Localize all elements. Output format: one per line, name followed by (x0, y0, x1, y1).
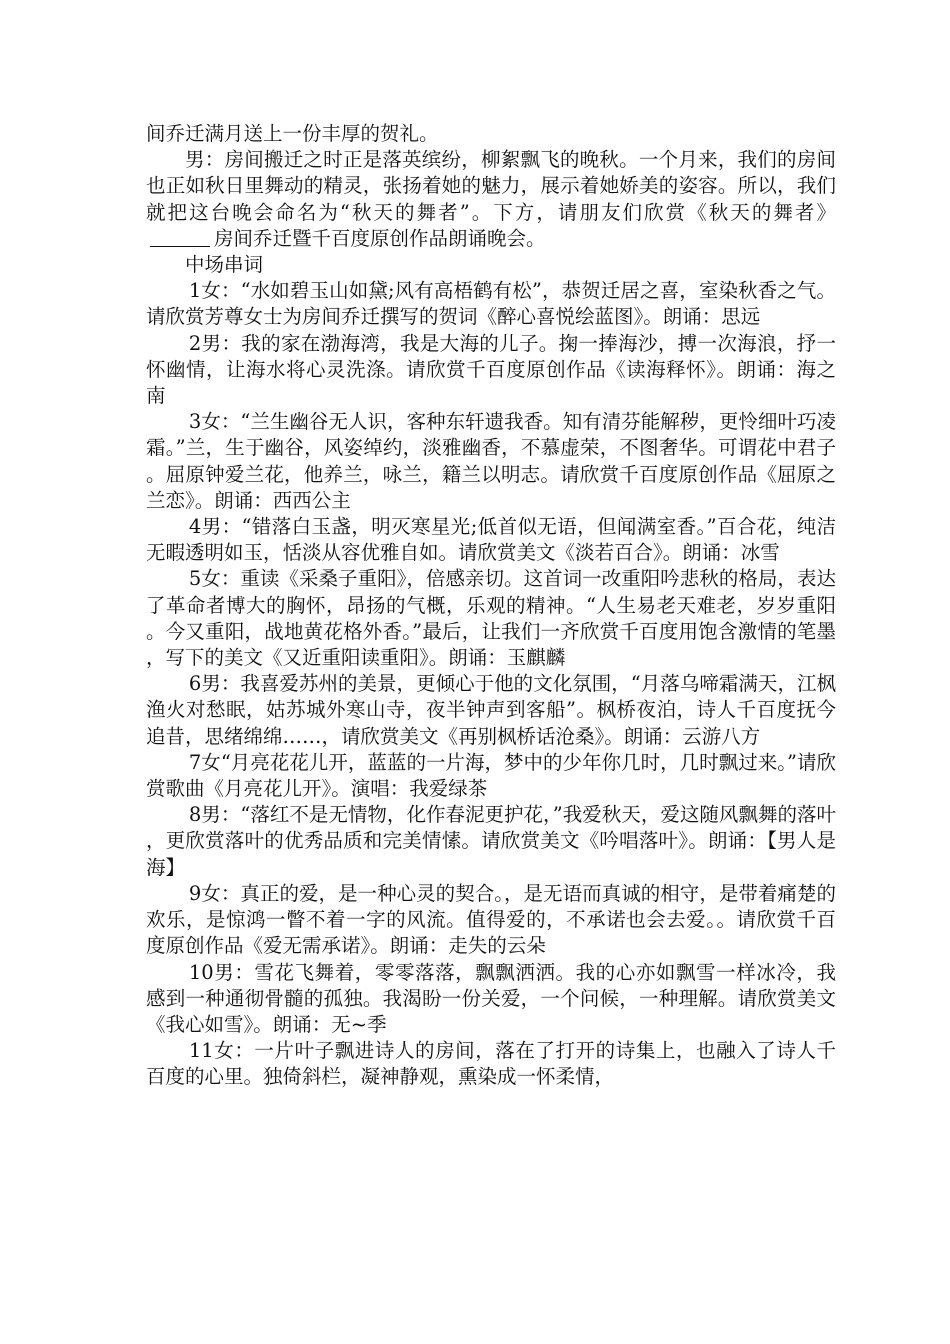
paragraph-continuation: 间乔迁满月送上一份丰厚的贺礼。 (146, 122, 439, 145)
section-heading: 中场串词 (185, 253, 264, 277)
paragraph-item-6: 6男：我喜爱苏州的美景，更倾心于他的文化氛围，“月落乌啼霜满天，江枫渔火对愁眠，姑苏城外寒山寺，夜半钟声到客船”。枫桥夜泊，诗人千百度抚今追昔，思绪绵绵……，请欣赏美文《再别枫桥话沧桑》。朗诵：云游八方 (146, 672, 836, 748)
paragraph-intro-male (146, 147, 836, 252)
paragraph-item-10: 10男：雪花飞舞着，零零落落，飘飘洒洒。我的心亦如飘雪一样冰冷，我感到一种通彻骨髓的孤独。我渴盼一份关爱，一个问候，一种理解。请欣赏美文《我心如雪》。朗诵：无~季 (146, 960, 836, 1036)
paragraph-item-4: 4男：“错落白玉盏，明灭寒星光;低首似无语，但闻满室香。”百合花，纯洁无暇透明如玉，恬淡从容优雅自如。请欣赏美文《淡若百合》。朗诵：冰雪 (146, 515, 836, 565)
paragraph-item-7: 7女“月亮花花儿开，蓝蓝的一片海，梦中的少年你几时，几时飘过来。”请欣赏歌曲《月亮花儿开》。演唱：我爱绿茶 (146, 750, 836, 801)
paragraph-item-2: 2男：我的家在渤海湾，我是大海的儿子。掬一捧海沙，搏一次海浪，抒一怀幽情，让海水将心灵洗涤。请欣赏千百度原创作品《读海释怀》。朗诵：海之南 (146, 331, 836, 408)
underline-blank (150, 226, 210, 247)
document-page (146, 121, 836, 1091)
paragraph-text: 房间乔迁暨千百度原创作品朗诵晚会。 (214, 226, 546, 250)
paragraph-item-1: 1女：“水如碧玉山如黛;风有高梧鹤有松”，恭贺迁居之喜，室染秋香之气。请欣赏芳尊女士为房间乔迁撰写的贺词《醉心喜悦绘蓝图》。朗诵：思远 (146, 279, 836, 329)
paragraph-item-5: 5女：重读《采桑子重阳》，倍感亲切。这首词一改重阳吟悲秋的格局，表达了革命者博大的胸怀，昂扬的气概，乐观的精神。“人生易老天难老，岁岁重阳。今又重阳，战地黄花格外香。”最后，让我们一齐欣赏千百度用饱含激情的笔墨，写下的美文《又近重阳读重阳》。朗诵：玉麒麟 (146, 567, 836, 670)
paragraph-text: 男：房间搬迁之时正是落英缤纷，柳絮飘飞的晚秋。一个月来，我们的房间也正如秋日里舞动的精灵，张扬着她的魅力，展示着她娇美的姿容。所以，我们就把这台晚会命名为“秋天的舞者”。下方，请朋友们欣赏《秋天的舞者》 (146, 148, 836, 224)
paragraph-item-9: 9女：真正的爱，是一种心灵的契合。，是无语而真诚的相守，是带着痛楚的欢乐，是惊鸿一瞥不着一字的风流。值得爱的，不承诺也会去爱。。请欣赏千百度原创作品《爱无需承诺》。朗诵：走失的云朵 (146, 881, 836, 958)
paragraph-item-11: 11女：一片叶子飘进诗人的房间，落在了打开的诗集上，也融入了诗人千百度的心里。独倚斜栏，凝神静观，熏染成一怀柔情， (146, 1039, 836, 1089)
paragraph-item-8: 8男：“落红不是无情物，化作春泥更护花，”我爱秋天，爱这随风飘舞的落叶，更欣赏落叶的优秀品质和完美情愫。请欣赏美文《吟唱落叶》。朗诵：【男人是海】 (146, 803, 836, 879)
paragraph-item-3: 3女：“兰生幽谷无人识，客种东轩遗我香。知有清芬能解秽，更怜细叶巧凌霜。”兰，生于幽谷，风姿绰约，淡雅幽香，不慕虚荣，不图奢华。可谓花中君子。屈原钟爱兰花，他养兰，咏兰，籍兰以明志。请欣赏千百度原创作品《屈原之兰恋》。朗诵：西西公主 (146, 410, 836, 512)
